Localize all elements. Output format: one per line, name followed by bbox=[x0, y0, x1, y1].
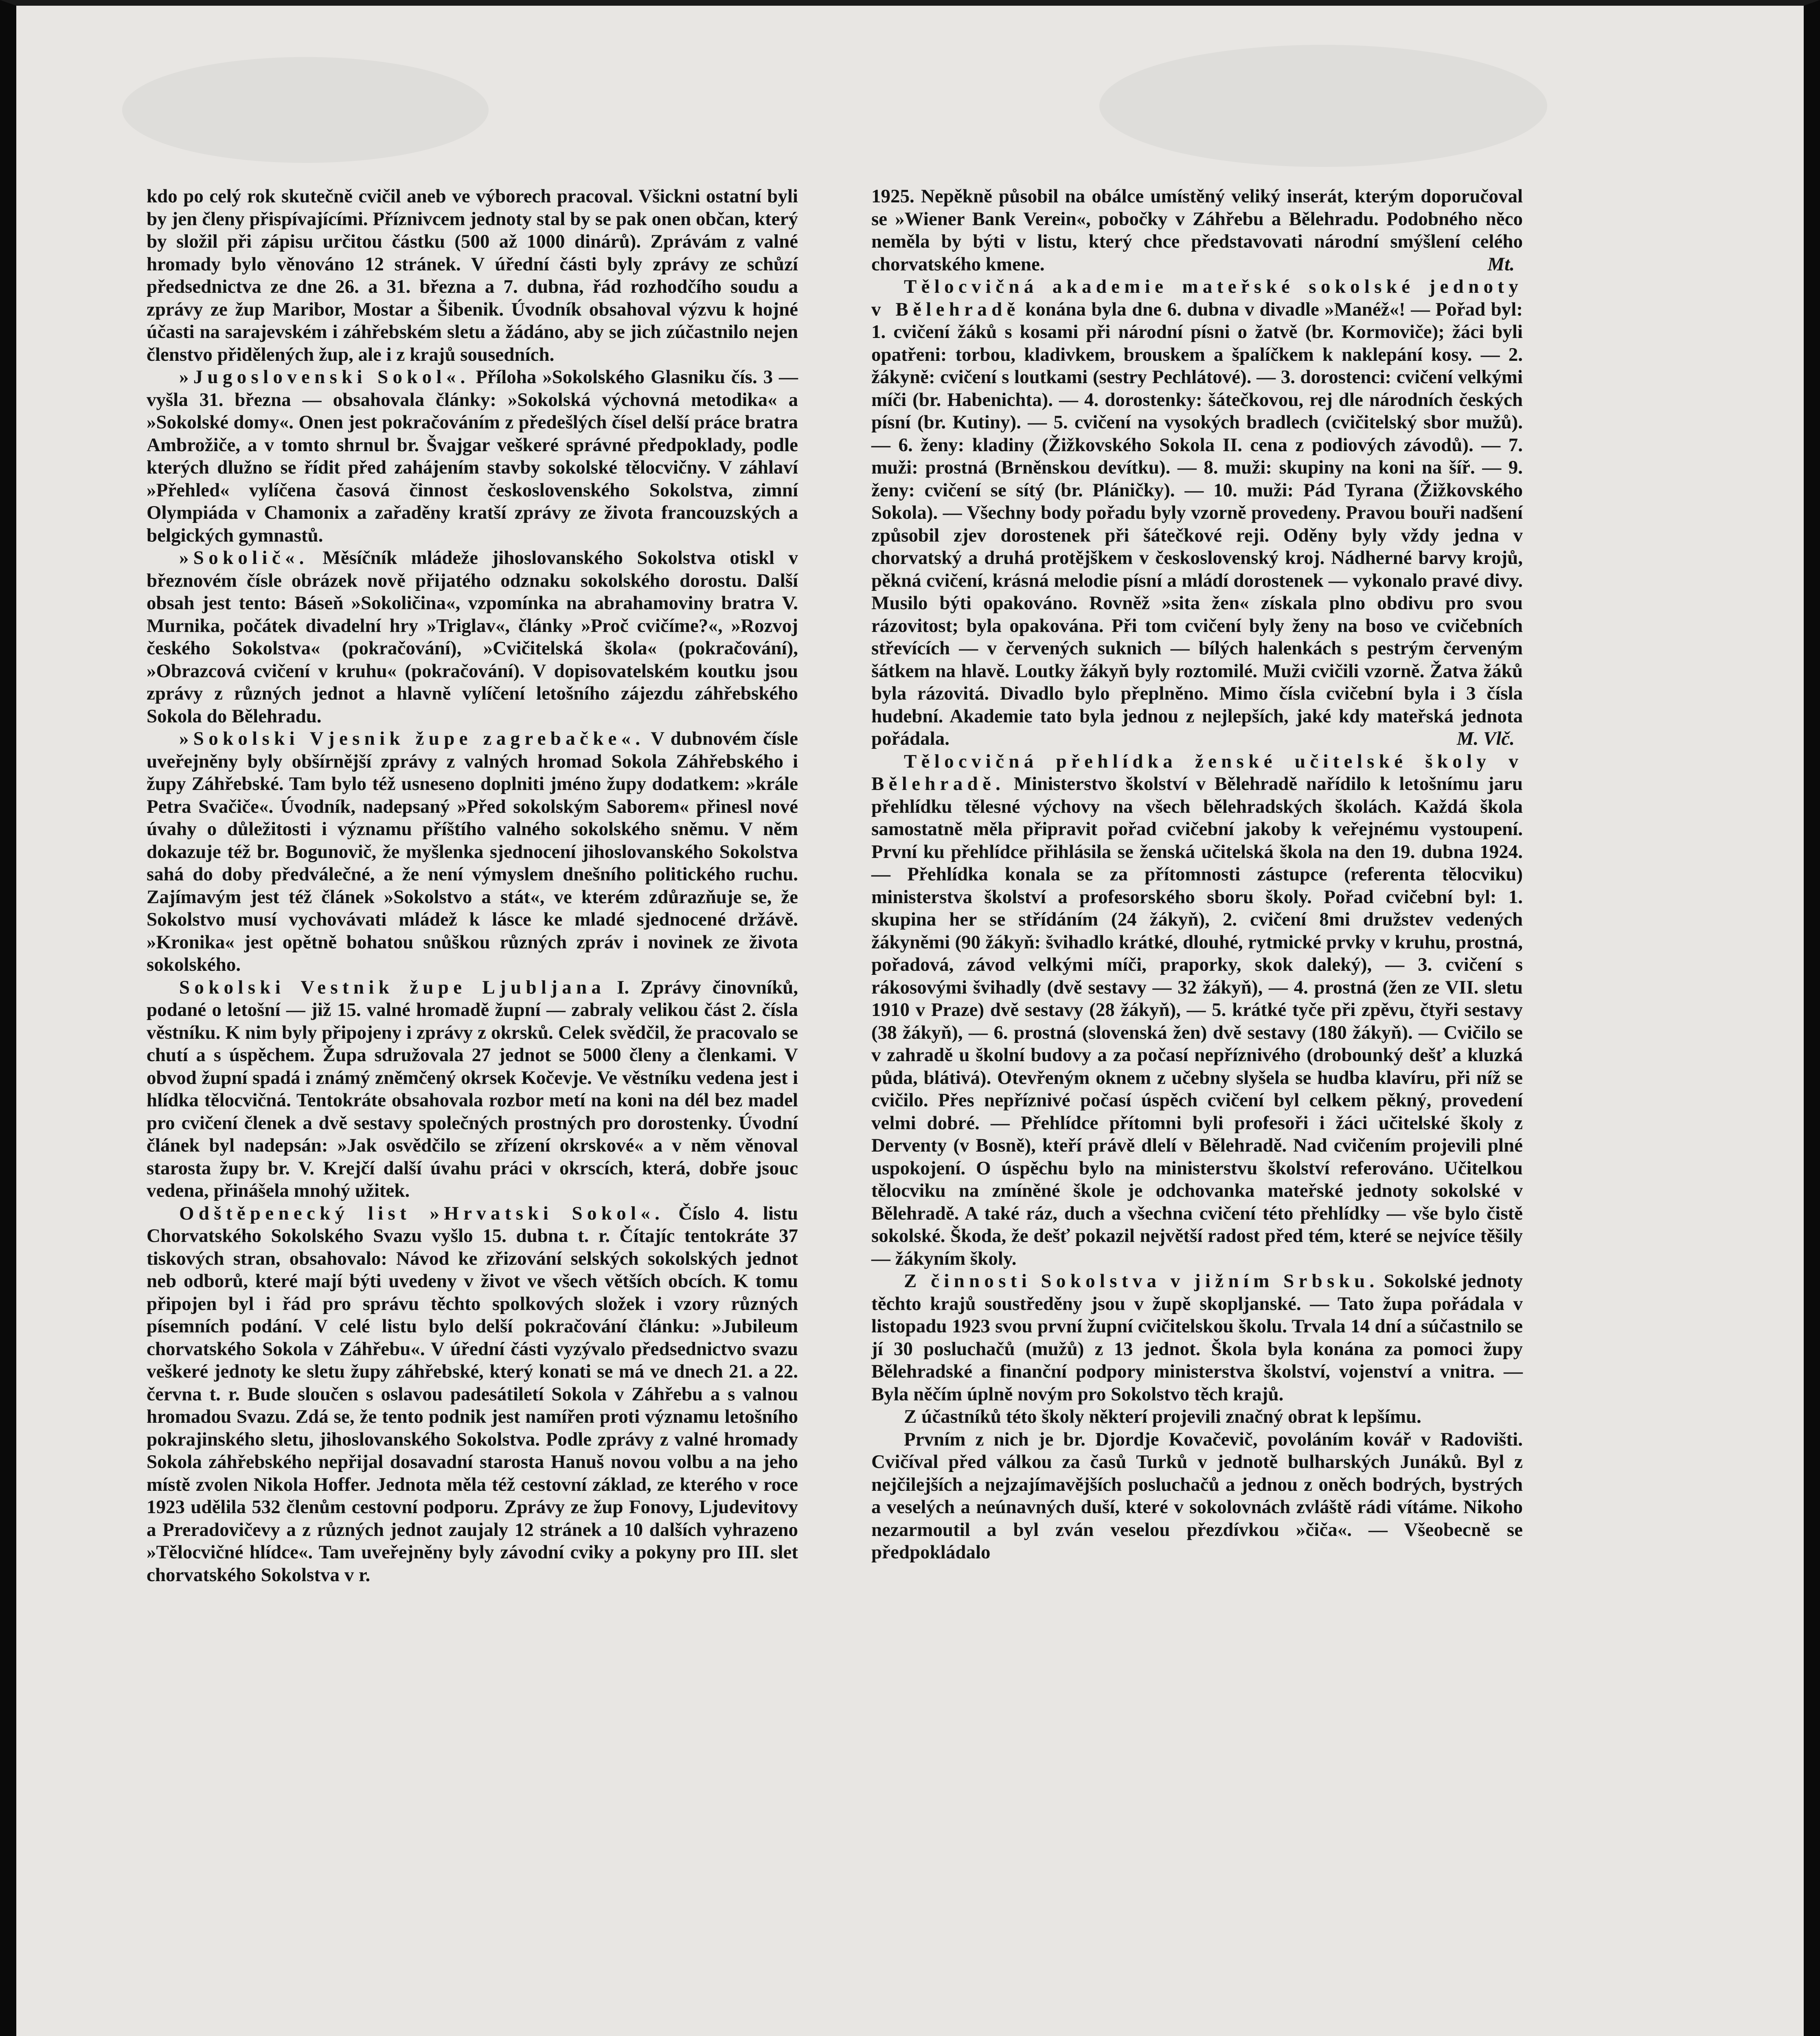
article-sokolski-vestnik bbox=[147, 976, 798, 1202]
article-title: Odštěpenecký list »Hrvatski Sokol«. bbox=[179, 1202, 664, 1224]
article-title: »Jugoslovenski Sokol«. bbox=[179, 366, 470, 388]
right-column bbox=[871, 185, 1523, 1564]
article-continuation: kdo po celý rok skutečně cvičil aneb ve výborech pracoval. Všickni ostatní byli by jen členy přispívajícími. Příznivcem jednoty stal by se pak onen občan, který by složil při zápisu určitou částku (500 až 1000 dinárů). Zprávám z valné hromady bylo věnováno 12 stránek. V úřední části byly zprávy ze schůzí předsednictva ze dne 26. a 31. března a 7. dubna, řád rozhodčího soudu a zprávy ze žup Maribor, Mostar a Šibenik. Úvodník obsahoval výzvu k hojné účasti na sarajevském i záhřebském sletu a žádáno, aby se jich zúčastnilo nejen členstvo přidělených žup, ale i z krajů sousedních. bbox=[147, 186, 798, 365]
article-title: Tělocvičná akademie mateřské sokolské jednoty v Bělehradě bbox=[871, 276, 1523, 320]
article-paragraph: Prvním z nich je br. Djordje Kovačevič, povoláním kovář v Radovišti. Cvičíval před válkou za časů Turků v jednotě bulharských Junáků. Byl z nejčilejších a nejzajímavějších posluchačů a jednou z oněch bodrých, bystrých a veselých a neúnavných duší, které v sokolovnách zvláště rádi vítáme. Nikoho nezarmoutil a byl zván veselou přezdívkou »čiča«. — Všeobecně se předpokládalo bbox=[871, 1428, 1523, 1563]
article-jugoslovenski-sokol bbox=[147, 366, 798, 547]
article-hrvatski-sokol bbox=[147, 1202, 798, 1587]
article-title: Sokolski Vestnik župe Ljubljana bbox=[179, 976, 606, 998]
left-column bbox=[147, 185, 798, 1586]
article-body: konána byla dne 6. dubna v divadle »Manéž«! — Pořad byl: 1. cvičení žáků s kosami při národní písni o žatvě (br. Kormoviče); žáci byli opatřeni: torbou, kladivkem, brouskem a špalíčkem k naklepání kosy. — 2. žákyně: cvičení s loutkami (sestry Pechlátové). — 3. dorostenci: cvičení velkými míči (br. Habenichta). — 4. dorostenky: šátečkovou, rej dle národních českých písní (br. Kutiny). — 5. cvičení na vysokých bradlech (cvičitelský sbor mužů). — 6. ženy: kladiny (Žižkovského Sokola II. cena z podiových závodů). — 7. muži: prostná (Brněnskou devítku). — 8. muži: skupiny na koni na šíř. — 9. ženy: cvičení se sítý (br. Pláničky). — 10. muži: Pád Tyrana (Žižkovského Sokola). — Všechny body pořadu byly vzorně provedeny. Pravou bouři nadšení způsobil zjev dorostenek při šátečkové reji. Oděny byly vždy jedna v chorvatský a druhá protějškem v československý kroj. Nádherné barvy krojů, pěkná cvičení, krásná melodie písní a mládí dorostenek — vykonalo pravé divy. Musilo býti opakováno. Rovněž »sita žen« získala plno obdivu pro svou rázovitost; byla opakována. Při tom cvičení byly ženy na boso ve cvičebních střevících — v červených suknich — bílých halenkách s pestrým červeným šátkem na hlavě. Loutky žákyň byly roztomilé. Muži cvičili vzorně. Žatva žáků byla rázovitá. Divadlo bylo přeplněno. Mimo čísla cvičební byla i 3 čísla hudební. Akademie tato byla jednou z nejlepších, jaké kdy mateřská jednota pořádala. bbox=[871, 298, 1523, 749]
article-body: Příloha »Sokolského Glasniku čís. 3 — vyšla 31. března — obsahovala články: »Sokolská výchovná metodika« a »Sokolské domy«. Onen jest pokračováním z předešlých čísel delší práce bratra Ambrožiče, a v tomto shrnul br. Švajgar veškeré správné předpoklady, podle kterých dlužno se řídit před zahájením stavby sokolské tělocvičny. V záhlaví »Přehled« vylíčena časová činnost československého Sokolstva, zimní Olympiáda v Chamonix a zařaděny kratší zprávy ze života francouzských a belgických gymnastů. bbox=[147, 366, 798, 546]
article-title: »Sokolič«. bbox=[179, 547, 309, 568]
article-body: Měsíčník mládeže jihoslovanského Sokolstva otiskl v březnovém čísle obrázek nově přijatého odznaku sokolského dorostu. Další obsah jest tento: Báseň »Sokoličina«, vzpomínka na abrahamoviny bratra V. Murnika, počátek divadelní hry »Triglav«, články »Proč cvičíme?«, »Rozvoj českého Sokolstva« (pokračování), »Cvičitelská škola« (pokračování), »Obrazcová cvičení v kruhu« (pokračování). V dopisovatelském koutku jsou zprávy z různých jednot a hlavně vylíčení letošního zájezdu záhřebského Sokola do Bělehradu. bbox=[147, 547, 798, 727]
article-title: »Sokolski Vjesnik župe zagrebačke«. bbox=[179, 728, 645, 749]
article-akademie bbox=[871, 276, 1523, 750]
article-body: I. Zprávy činovníků, podané o letošní — již 15. valné hromadě župní — zabraly velikou část 2. čísla věstníku. K nim byly připojeny i zprávy z okrsků. Celek svědčil, že pracovalo se chutí a s úspěchem. Župa sdružovala 27 jednot se 5000 členy a členkami. V obvod župní spadá i známý zněmčený okrsek Kočevje. Ve věstníku vedena jest i hlídka tělocvičná. Tentokráte obsahovala rozbor metí na koni na dél bez madel pro cvičení členek a dvě sestavy společných prostných pro dorostenky. Úvodní článek byl nadepsán: »Jak osvědčilo se zřízení okrskové« a v něm věnoval starosta župy br. V. Krejčí další úvahu práci v okrscích, která, dobře jsouc vedena, přinášela mnohý užitek. bbox=[147, 976, 798, 1201]
article-body: Sokolské jednoty těchto krajů soustředěny jsou v župě skopljanské. — Tato župa pořádala v listopadu 1923 svou první župní cvičitelskou školu. Trvala 14 dní a súčastnilo se jí 30 posluchačů (mužů) z 13 jednot. Škola byla konána za pomoci župy Bělehradské a finanční podpory ministerstva školství, vojenství a vnitra. — Byla něčím úplně novým pro Sokolstvo těch krajů. bbox=[871, 1270, 1523, 1405]
scan-smudge bbox=[1099, 45, 1547, 167]
article-body: Číslo 4. listu Chorvatského Sokolského Svazu vyšlo 15. dubna t. r. Čítajíc tentokráte 37 tiskových stran, obsahovalo: Návod ke zřizování selských sokolských jednot neb odborů, které mají býti uvedeny v život ve všech větších obcích. K tomu připojen byl i řád pro správu těchto spolkových složek i vzory různých písemních podání. V celé listu bylo delší pokračování článku: »Jubileum chorvatského Sokola v Záhřebu«. V úřední části vyzývalo předsednictvo svazu veškeré jednoty ke sletu župy záhřebské, který konati se má ve dnech 21. a 22. června t. r. Bude sloučen s oslavou padesátiletí Sokola v Záhřebu a s valnou hromadou Svazu. Zdá se, že tento podnik jest namířen proti významu letošního pokrajinského sletu, jihoslovanského Sokolstva. Podle zprávy z valné hromady Sokola záhřebského nepřijal dosavadní starosta Hanuš novou volbu a na jeho místě zvolen Nikola Hoffer. Jednota měla též cestovní základ, ze kterého v roce 1923 udělila 532 členům cestovní podporu. Zprávy ze žup Fonovy, Ljudevitovy a Preradovičevy a z různých jednot zaujaly 12 stránek a 10 dalších vyhrazeno »Tělocvičné hlídce«. Tam uveřejněny byly závodní cviky a pokyny pro III. slet chorvatského Sokolstva v r. bbox=[147, 1202, 798, 1586]
article-title: Z činnosti Sokolstva v jižním Srbsku. bbox=[904, 1270, 1379, 1292]
article-sokolic bbox=[147, 547, 798, 728]
article-title: Tělocvičná přehlídka ženské učitelské školy v Bělehradě. bbox=[871, 750, 1523, 794]
article-continuation: 1925. Nepěkně působil na obálce umístěný veliký inserát, kterým doporučoval se »Wiener Bank Verein«, pobočky v Záhřebu a Bělehradu. Podobného něco neměla by býti v listu, který chce představovati národní smýšlení celého chorvatského kmene. bbox=[871, 186, 1523, 275]
article-body: Ministerstvo školství v Bělehradě nařídilo k letošnímu jaru přehlídku tělesné výchovy na všech bělehradských školách. Každá škola samostatně měla připravit pořad cvičební jakoby k veřejnému vystoupení. První ku přehlídce přihlásila se ženská učitelská škola na den 19. dubna 1924. — Přehlídka konala se za přítomnosti zástupce (referenta tělocviku) ministerstva školství a profesorského sboru školy. Pořad cvičební byl: 1. skupina her se střídáním (24 žákyň), 2. cvičení 8mi družstev vedených žákyněmi (90 žákyň: švihadlo krátké, dlouhé, rytmické prvky v kruhu, prostná, pořadová, závod velkými míči, praporky, skok daleký), — 3. cvičení s rákosovými švihadly (dvě sestavy — 32 žákyň), — 4. prostná (žen ze VII. sletu 1910 v Praze) dvě sestavy (28 žákyň), — 5. krátké tyče při zpěvu, čtyři sestavy (38 žákyň), — 6. prostná (slovenská žen) dvě sestavy (180 žákyň). — Cvičilo se v zahradě u školní budovy a za počasí nepříznivého (drobounký dešť a kluzká půda, blátivá). Otevřeným oknem z učebny slyšela se hudba klavíru, při níž se cvičilo. Přes nepříznivé počasí úspěch cvičení byl celkem pěkný, provedení velmi dobré. — Přehlídce přítomni byli profesoři i žáci učitelské školy z Derventy (v Bosně), kteří právě dlelí v Bělehradě. Nad cvičením projevili plné uspokojení. O úspěchu bylo na ministerstvu školství referováno. Učitelkou tělocviku na zmíněné škole je odchovanka mateřské jednoty sokolské v Bělehradě. A také ráz, duch a všechna cvičení této přehlídky — vše bylo čistě sokolské. Škoda, že dešť pokazil největší radost před tém, které se nejvíce těšily — žákyním školy. bbox=[871, 773, 1523, 1269]
article-sokolski-vjesnik bbox=[147, 728, 798, 976]
article-jizni-srbsko bbox=[871, 1270, 1523, 1406]
author-signature: M. Vlč. bbox=[1456, 728, 1515, 749]
article-body: V dubnovém čísle uveřejněny byly obšírnější zprávy z valných hromad Sokola Záhřebského i župy Záhřebské. Tam bylo též usneseno doplniti jméno župy dodatkem: »krále Petra Svačiče«. Úvodník, nadepsaný »Před sokolským Saborem« přinesl nové úvahy o důležitosti i významu příštího valného sokolského sněmu. V něm dokazuje též br. Bogunovič, že myšlenka sjednocení jihoslovanského Sokolstva sahá do doby předválečné, a že není výmyslem dnešního politického ruchu. Zajímavým jest též článek »Sokolstvo a stát«, ve kterém zdůrazňuje se, že Sokolstvo musí vychovávati mládež k lásce ke mladé sjednocené držávě. »Kronika« jest opětně bohatou snůškou různých zpráv i novinek ze života sokolského. bbox=[147, 728, 798, 975]
article-paragraph: Z účastníků této školy některí projevili značný obrat k lepšímu. bbox=[904, 1406, 1421, 1427]
article-prehlidka bbox=[871, 750, 1523, 1270]
author-signature: Mt. bbox=[1487, 253, 1515, 275]
scan-smudge bbox=[122, 57, 489, 163]
